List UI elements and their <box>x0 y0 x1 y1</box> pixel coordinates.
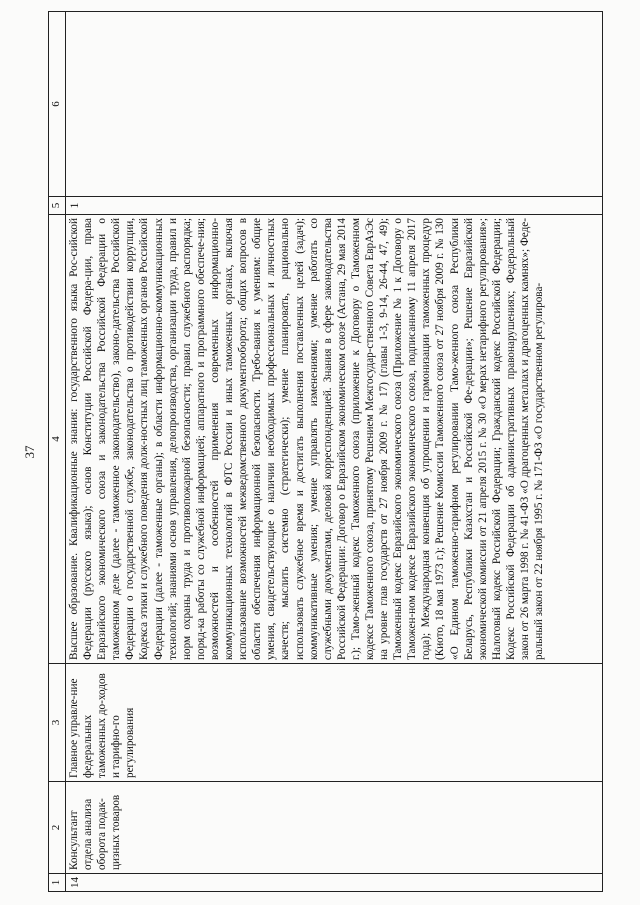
row-number: 14 <box>69 877 81 888</box>
column-number-3: 3 <box>49 664 66 782</box>
page-number: 37 <box>22 445 37 459</box>
qualification-table <box>48 11 603 892</box>
column-number-4: 4 <box>49 215 66 664</box>
column-number-2: 2 <box>49 782 66 874</box>
column-6-value <box>66 12 68 196</box>
position-title: Консультант отдела анализа оборота подак-цизных товаров <box>68 794 123 870</box>
table-row <box>66 12 603 892</box>
column-5-value: 1 <box>67 202 81 209</box>
department-name: Главное управле-ние федеральных таможенных до-ходов и тарифно-го регулирования <box>68 673 137 778</box>
column-number-6: 6 <box>49 12 66 197</box>
column-number-5: 5 <box>49 197 66 215</box>
table-header-row <box>49 12 66 892</box>
column-number-1: 1 <box>49 874 66 892</box>
qualification-requirements: Высшее образование. Квалификационные знания: государственного языка Рос-сийской Федерации (русского языка); основ Конституции Российской Федера-ции, права Евразийского экономического союза и законодательства Российской Федерации о таможенном деле (далее - таможенное законодательство), законо-дательства Российской Федерации о государственной службе, законодательства о противодействии коррупции, Кодекса этики и служебного поведения долж-ностных лиц таможенных органов Российской Федерации (далее - таможенные органы); в области информационно-коммуникационных технологий; знаниями основ управления, делопроизводства, организации труда, правил и норм охраны труда и противопожарной безопасности; правил служебного распорядка; поряд-ка работы со служебной информацией; аппаратного и программного обеспече-ния; возможностей и особенностей применения современных информационно-коммуникационных технологий в ФТС России и иных таможенных органах, включая использование возможностей межведомственного документооборота; общих вопросов в области обеспечения информационной безопасности. Требо-вания к умениям: общие умения, свидетельствующие о наличии необходимых профессиональных и личностных качеств; мыслить системно (стратегически); умение планировать, рационально использовать служебное время и достигать выполнения поставленных целей (задач); коммуникативные умения; умение управлять изменениями; умение работать со служебными документами, деловой корреспонденцией. Знания в сфере законодательства Российской Федерации: Договор о Евразийском экономическом союзе (Астана, 29 мая 2014 г.); Тамо-женный кодекс Таможенного союза (приложение к Договору о Таможенном кодексе Таможенного союза, принятому Решением Межгосудар-ственного Совета ЕврАзЭс на уровне глав государств от 27 ноября 2009 г. № 17) (главы 1-3, 9-14, 26-44, 47, 49); Таможенный кодекс Евразийского экономического союза (Приложение № 1 к Договору о Таможен-ном кодексе Евразийского экономического союза, подписанному 11 апреля 2017 года); Международная конвенция об упрощении и гармонизации таможенных процедур (Киото, 18 мая 1973 г.); Решение Комиссии Таможенного союза от 27 ноября 2009 г. № 130 «О Едином таможенно-тарифном регулировании Тамо-женного союза Республики Беларусь, Республики Казахстан и Российской Фе-дерации»; Решение Евразийской экономической комиссии от 21 апреля 2015 г. № 30 «О мерах нетарифного регулирования»; Налоговый кодекс Российской Федерации; Гражданский кодекс Российской Федерации; Кодекс Российской Федерации об административных правонарушениях; Федеральный закон от 26 марта 1998 г. № 41-ФЗ «О драгоценных металлах и драгоценных камнях»; Феде-ральный закон от 22 ноября 1995 г. № 171-ФЗ «О государственном регулирова- <box>68 218 546 660</box>
rotated-document-page <box>20 12 605 892</box>
